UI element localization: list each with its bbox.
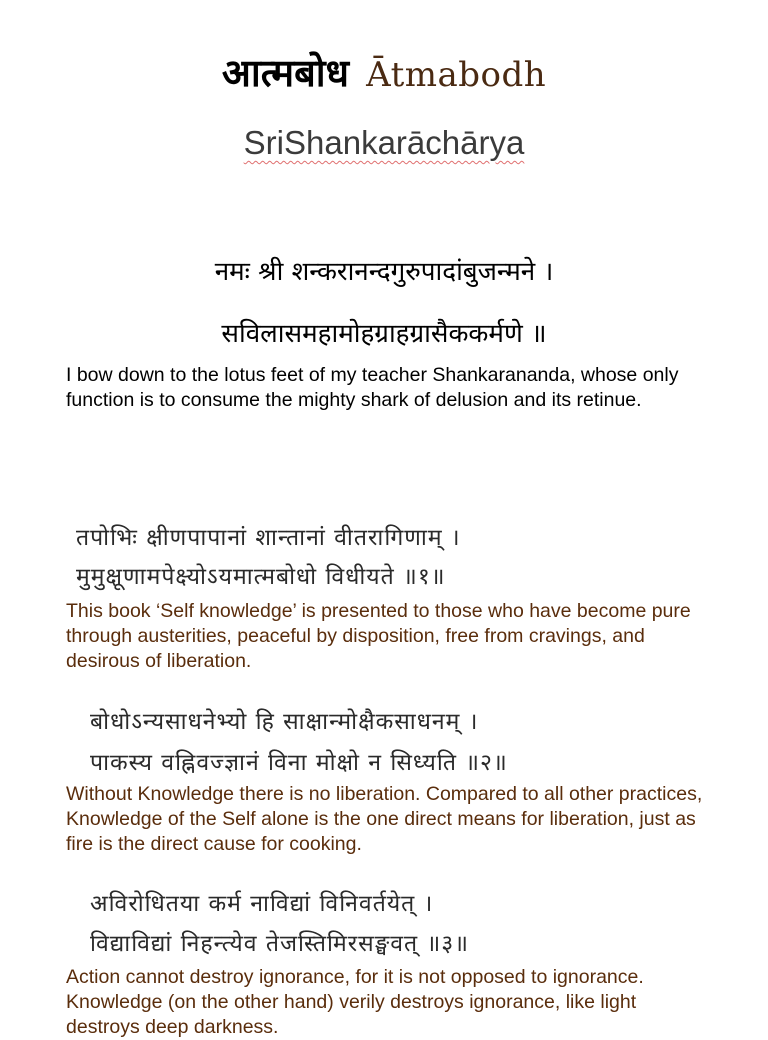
author <box>0 124 768 162</box>
title-devanagari: आत्मबोध <box>221 51 350 95</box>
verse-3-line-1: अविरोधितया कर्म नाविद्यां विनिवर्तयेत् । <box>90 891 434 917</box>
verse-1-line-2: मुमुक्षूणामपेक्ष्योऽयमात्मबोधो विधीयते ॥१॥ <box>76 564 446 590</box>
verse-2-line-2: पाकस्य वह्निवज्ज्ञानं विना मोक्षो न सिध्यति ॥२॥ <box>90 750 508 776</box>
page-title <box>0 46 768 106</box>
verse-2-line-1: बोधोऽन्यसाधनेभ्यो हि साक्षान्मोक्षैकसाधनम् । <box>90 709 479 735</box>
title-roman: Ātmabodh <box>366 55 547 95</box>
invocation-translation: I bow down to the lotus feet of my teacher Shankarananda, whose only function is to consume the mighty shark of delusion and its retinue. <box>66 364 679 411</box>
invocation-line-2: सविलासमहामोहग्राहग्रासैककर्मणे ॥ <box>221 319 547 349</box>
verse-2-translation: Without Knowledge there is no liberation. Compared to all other practices, Knowledge of the Self alone is the one direct means for liberation, just as fire is the direct cause for cooking. <box>66 783 703 855</box>
author-name: SriShankarāchārya <box>243 124 525 161</box>
invocation-line-1: नमः श्री शन्करानन्दगुरुपादांबुजन्मने । <box>214 257 554 287</box>
verse-1-translation: This book ‘Self knowledge’ is presented to those who have become pure through austerities, peaceful by disposition, free from cravings, and desirous of liberation. <box>66 600 691 672</box>
verse-1-line-1: तपोभिः क्षीणपापानां शान्तानां वीतरागिणाम् । <box>76 525 461 551</box>
verse-3-line-2: विद्याविद्यां निहन्त्येव तेजस्तिमिरसङ्घवत् ॥३॥ <box>90 931 469 957</box>
verse-3-translation: Action cannot destroy ignorance, for it is not opposed to ignorance. Knowledge (on the other hand) verily destroys ignorance, like light destroys deep darkness. <box>66 966 644 1038</box>
